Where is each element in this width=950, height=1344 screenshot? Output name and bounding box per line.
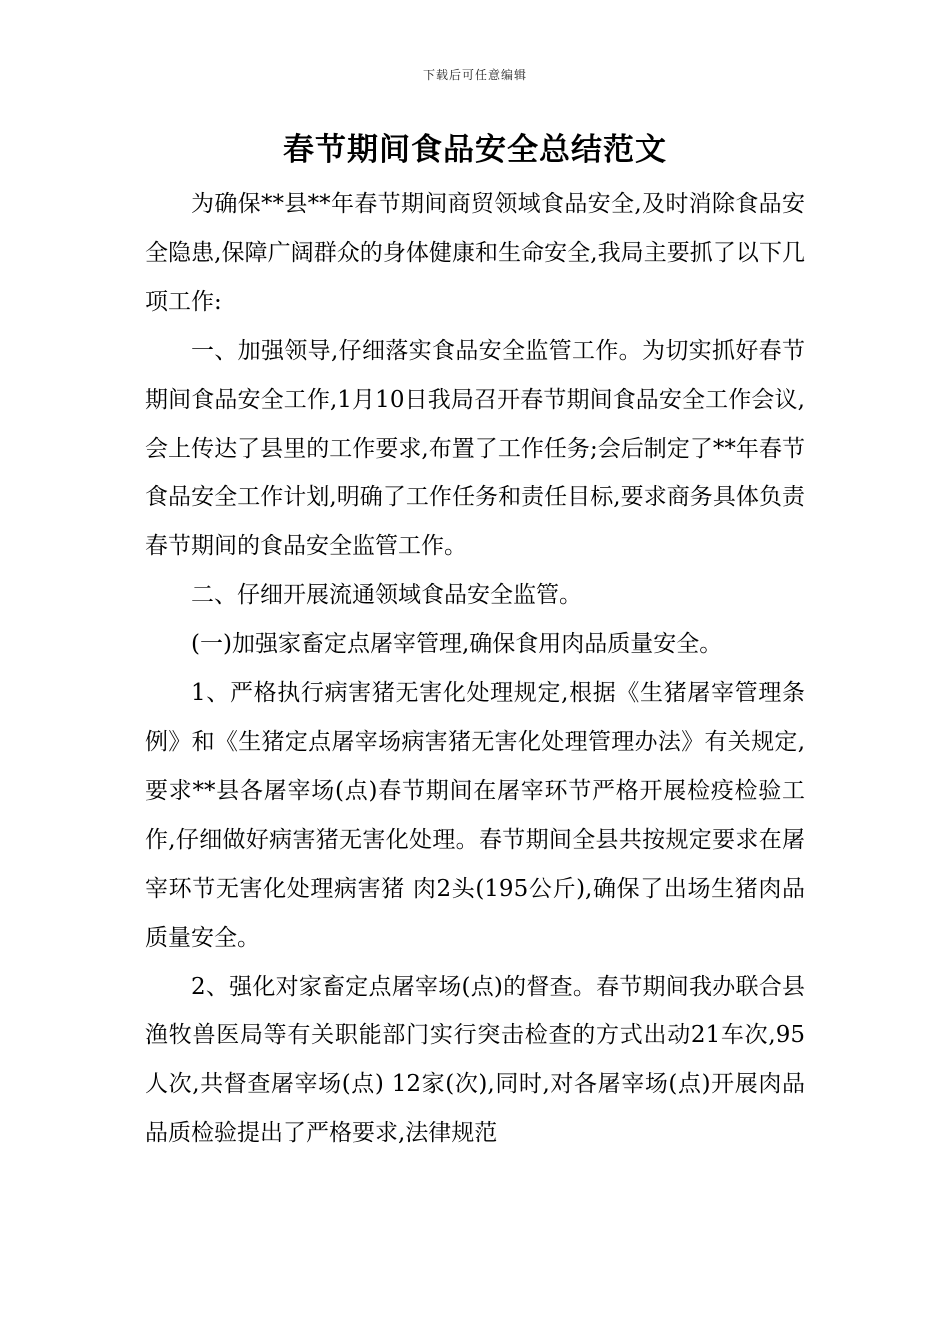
- paragraph-item-2: 2、强化对家畜定点屠宰场(点)的督查。春节期间我办联合县渔牧兽医局等有关职能部门实行突击检查的方式出动21车次,95人次,共督查屠宰场(点) 12家(次),同时,对各屠宰场(点)开展肉品品质检验提出了严格要求,法律规范: [145, 973, 805, 1147]
- paragraph-section-1: 一、加强领导,仔细落实食品安全监管工作。为切实抓好春节期间食品安全工作,1月10日我局召开春节期间食品安全工作会议,会上传达了县里的工作要求,布置了工作任务;会后制定了**年春节食品安全工作计划,明确了工作任务和责任目标,要求商务具体负责春节期间的食品安全监管工作。: [145, 337, 805, 560]
- header-note: 下载后可任意编辑: [422, 68, 527, 82]
- paragraph-item-1: 1、严格执行病害猪无害化处理规定,根据《生猪屠宰管理条例》和《生猪定点屠宰场病害猪无害化处理管理办法》有关规定,要求**县各屠宰场(点)春节期间在屠宰环节严格开展检疫检验工作,仔细做好病害猪无害化处理。春节期间全县共按规定要求在屠宰环节无害化处理病害猪 肉2头(195公斤),确保了出场生猪肉品质量安全。: [145, 680, 805, 951]
- paragraph-subsection-1-heading: (一)加强家畜定点屠宰管理,确保食用肉品质量安全。: [191, 631, 723, 658]
- document-title: 春节期间食品安全总结范文: [283, 132, 667, 168]
- paragraph-section-2-heading: 二、仔细开展流通领域食品安全监管。: [191, 582, 582, 609]
- document-body: [145, 180, 805, 1158]
- paragraph-intro: 为确保**县**年春节期间商贸领域食品安全,及时消除食品安全隐患,保障广阔群众的身体健康和生命安全,我局主要抓了以下几项工作:: [145, 191, 805, 315]
